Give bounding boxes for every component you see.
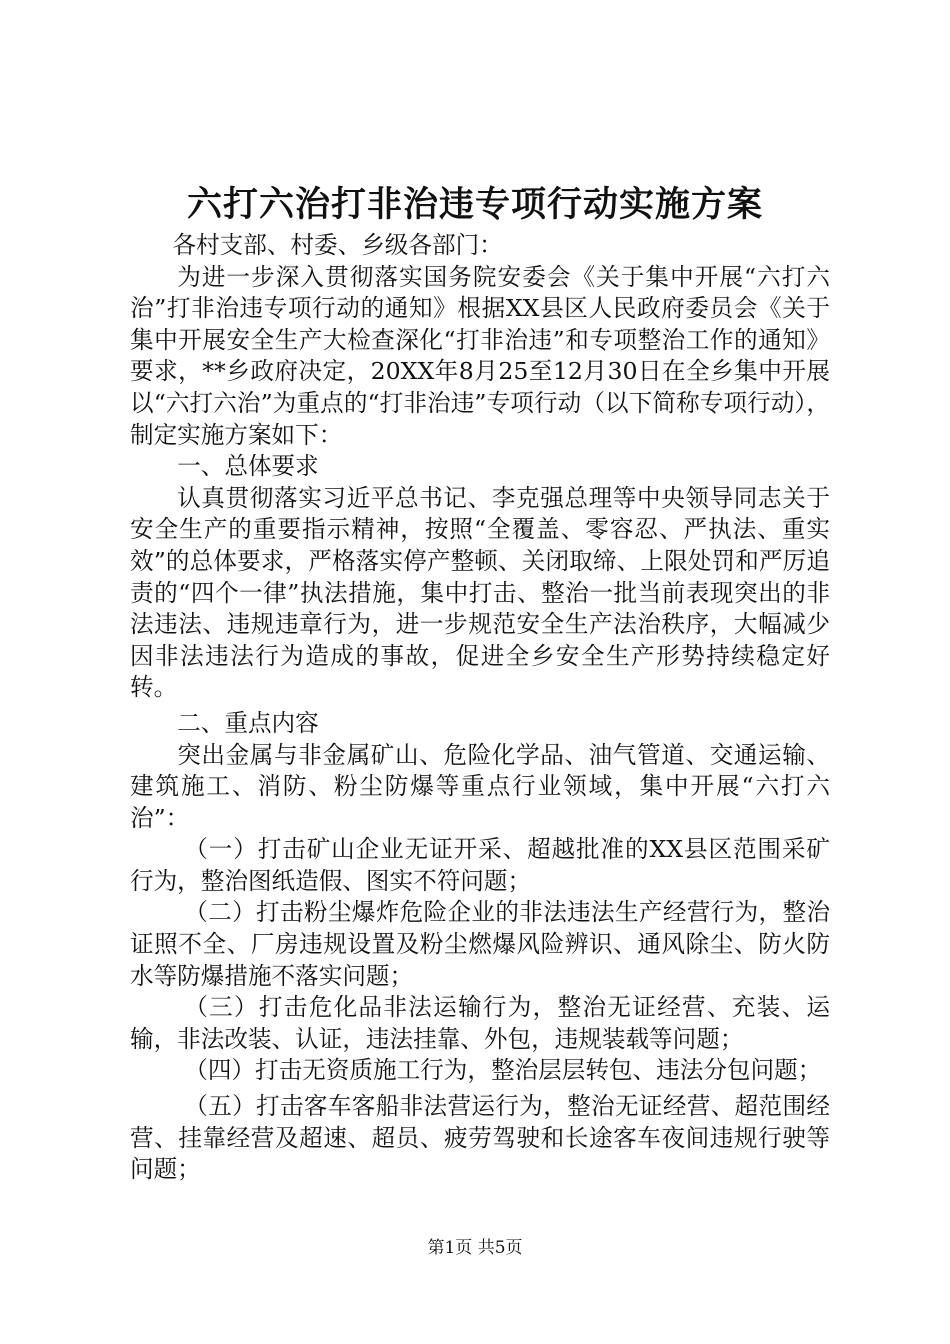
section-heading-key-content: 二、重点内容 [177, 708, 319, 737]
paragraph-general-requirements: 认真贯彻落实习近平总书记、李克强总理等中央领导同志关于安全生产的重要指示精神，按照“全覆盖、零容忍、严执法、重实效”的总体要求，严格落实停产整顿、关闭取缔、上限处罚和严厉追责的“四个一律”执法措施，集中打击、整治一批当前表现突出的非法违法、违规违章行为，进一步规范安全生产法治秩序，大幅减少因非法违法行为造成的事故，促进全乡安全生产形势持续稳定好转。 [130, 483, 830, 702]
section-heading-general: 一、总体要求 [177, 452, 319, 481]
list-item-2: （二）打击粉尘爆炸危险企业的非法违法生产经营行为，整治证照不全、厂房违规设置及粉尘燃爆风险辨识、通风除尘、防火防水等防爆措施不落实问题； [130, 898, 830, 990]
paragraph-intro: 为进一步深入贯彻落实国务院安委会《关于集中开展“六打六治”打非治违专项行动的通知》根据XX县区人民政府委员会《关于集中开展安全生产大检查深化“打非治违”和专项整治工作的通知》要求，**乡政府决定，20XX年8月25至12月30日在全乡集中开展以“六打六治”为重点的“打非治违”专项行动（以下简称专项行动），制定实施方案如下： [130, 262, 830, 449]
paragraph-key-content: 突出金属与非金属矿山、危险化学品、油气管道、交通运输、建筑施工、消防、粉尘防爆等重点行业领域，集中开展“六打六治”： [130, 740, 830, 832]
list-item-5: （五）打击客车客船非法营运行为，整治无证经营、超范围经营、挂靠经营及超速、超员、疲劳驾驶和长途客车夜间违规行驶等问题； [130, 1092, 830, 1184]
document-title: 六打六治打非治违专项行动实施方案 [186, 184, 763, 225]
list-item-1: （一）打击矿山企业无证开采、超越批准的XX县区范围采矿行为，整治图纸造假、图实不符问题； [130, 835, 830, 895]
list-item-3: （三）打击危化品非法运输行为，整治无证经营、充装、运输，非法改装、认证，违法挂靠、外包，违规装载等问题； [130, 993, 830, 1053]
salutation: 各村支部、村委、乡级各部门： [172, 231, 503, 259]
page-footer: 第1页 共5页 [427, 1238, 523, 1258]
document-body [130, 230, 830, 1186]
list-item-4: （四）打击无资质施工行为，整治层层转包、违法分包问题； [184, 1056, 822, 1085]
